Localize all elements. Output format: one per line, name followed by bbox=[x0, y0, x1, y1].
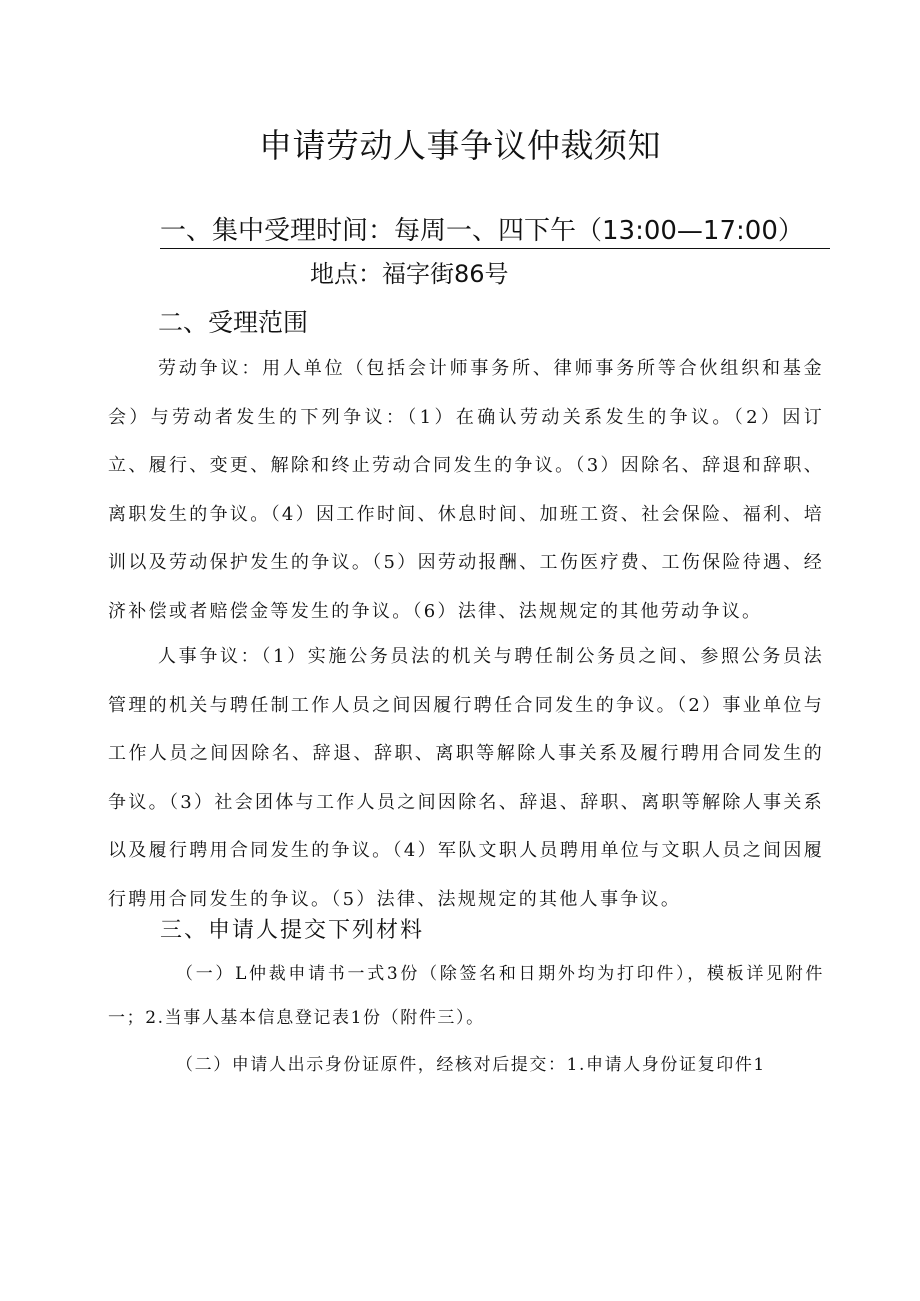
section2-heading: 二、受理范围 bbox=[158, 308, 309, 337]
materials-item-1: （一）L仲裁申请书一式3份（除签名和日期外均为打印件），模板详见附件一；2.当事人基本信息登记表1份（附件三）。 bbox=[108, 964, 824, 1028]
materials-item-2: （二）申请人出示身份证原件，经核对后提交：1.申请人身份证复印件1 bbox=[176, 1055, 766, 1075]
labor-dispute-paragraph: 劳动争议：用人单位（包括会计师事务所、律师事务所等合伙组织和基金会）与劳动者发生的下列争议：（1）在确认劳动关系发生的争议。（2）因订立、履行、变更、解除和终止劳动合同发生的争议。（3）因除名、辞退和辞职、离职发生的争议。（4）因工作时间、休息时间、加班工资、社会保险、福利、培训以及劳动保护发生的争议。（5）因劳动报酬、工伤医疗费、工伤保险待遇、经济补偿或者赔偿金等发生的争议。（6）法律、法规规定的其他劳动争议。 bbox=[108, 358, 824, 622]
section1-location: 地点：福字街86号 bbox=[310, 260, 509, 288]
section3-heading: 三、申请人提交下列材料 bbox=[160, 918, 425, 943]
document-title: 申请劳动人事争议仲裁须知 bbox=[259, 126, 661, 165]
personnel-dispute-paragraph: 人事争议：（1）实施公务员法的机关与聘任制公务员之间、参照公务员法管理的机关与聘任制工作人员之间因履行聘任合同发生的争议。（2）事业单位与工作人员之间因除名、辞退、辞职、离职等解除人事关系及履行聘用合同发生的争议。（3）社会团体与工作人员之间因除名、辞退、辞职、离职等解除人事关系以及履行聘用合同发生的争议。（4）军队文职人员聘用单位与文职人员之间因履行聘用合同发生的争议。（5）法律、法规规定的其他人事争议。 bbox=[108, 646, 824, 910]
section1-heading: 一、集中受理时间：每周一、四下午（13:00—17:00） bbox=[160, 214, 830, 249]
